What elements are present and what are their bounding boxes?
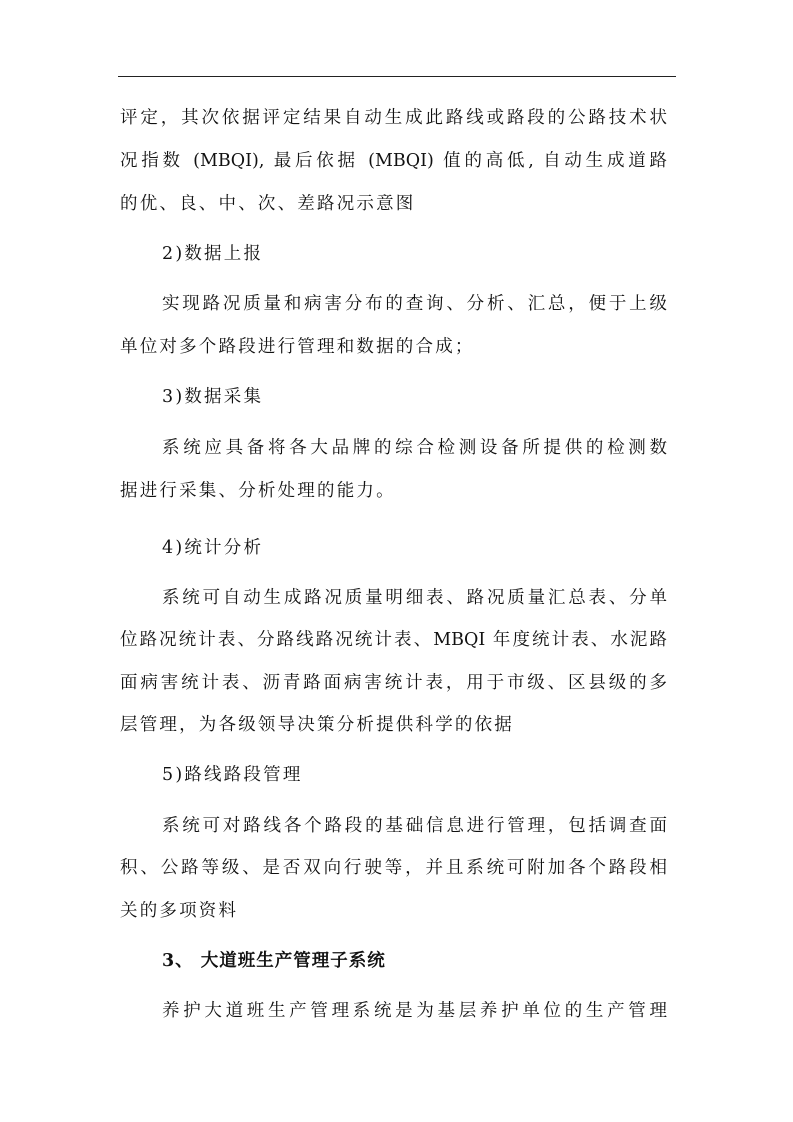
text-line: 积、公路等级、是否双向行驶等，并且系统可附加各个路段相 bbox=[120, 858, 667, 878]
text-line: 据进行采集、分析处理的能力。 bbox=[120, 481, 396, 501]
section-heading: 5)路线路段管理 bbox=[162, 765, 303, 785]
text-line: 实现路况质量和病害分布的查询、分析、汇总，便于上级 bbox=[162, 294, 667, 314]
text-line: 位路况统计表、分路线路况统计表、MBQI 年度统计表、水泥路 bbox=[120, 630, 667, 650]
section-heading: 2)数据上报 bbox=[162, 244, 264, 264]
chapter-heading: 3、 大道班生产管理子系统 bbox=[162, 951, 386, 971]
text-line: 关的多项资料 bbox=[120, 901, 239, 921]
text-line: 层管理，为各级领导决策分析提供科学的依据 bbox=[120, 715, 514, 735]
text-line: 系统可对路线各个路段的基础信息进行管理，包括调查面 bbox=[162, 816, 667, 836]
text-line: 评定，其次依据评定结果自动生成此路线或路段的公路技术状 bbox=[120, 108, 667, 128]
text-line: 的优、良、中、次、差路况示意图 bbox=[120, 194, 416, 214]
section-heading: 3)数据采集 bbox=[162, 387, 264, 407]
header-rule bbox=[118, 76, 676, 77]
text-line: 养护大道班生产管理系统是为基层养护单位的生产管理 bbox=[162, 1001, 667, 1021]
text-line: 系统可自动生成路况质量明细表、路况质量汇总表、分单 bbox=[162, 588, 667, 608]
text-line: 况指数 (MBQI), 最后依据 (MBQI) 值的高低, 自动生成道路 bbox=[120, 151, 667, 171]
text-line: 面病害统计表、沥青路面病害统计表，用于市级、区县级的多 bbox=[120, 673, 667, 693]
text-line: 系统应具备将各大品牌的综合检测设备所提供的检测数 bbox=[162, 438, 667, 458]
section-heading: 4)统计分析 bbox=[162, 538, 264, 558]
text-line: 单位对多个路段进行管理和数据的合成； bbox=[120, 337, 475, 357]
